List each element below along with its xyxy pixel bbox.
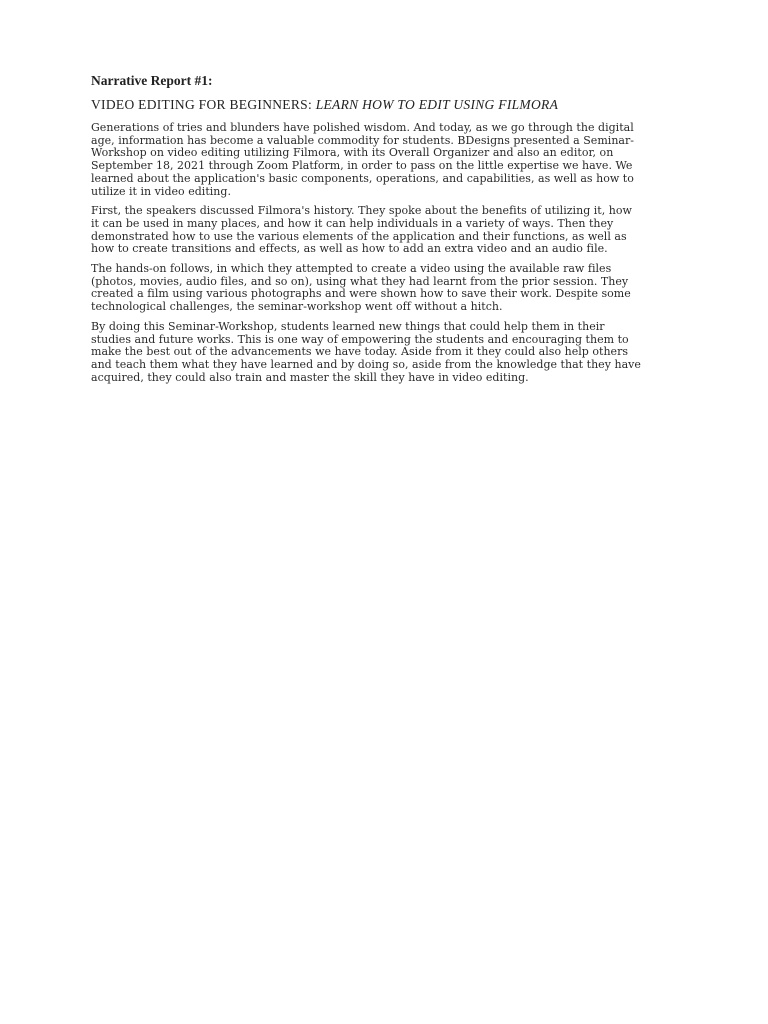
paragraph-line: how to create transitions and effects, as well as how to add an extra video and an audio file.	[91, 242, 608, 256]
paragraph-line: (photos, movies, audio files, and so on), using what they had learnt from the prior session. They	[91, 274, 629, 288]
document-body	[91, 73, 683, 391]
paragraph-line: it can be used in many places, and how it can help individuals in a variety of ways. Then they	[91, 216, 614, 230]
paragraph	[91, 205, 683, 256]
report-title-main: VIDEO EDITING FOR BEGINNERS:	[91, 97, 316, 112]
paragraph-line: September 18, 2021 through Zoom Platform, in order to pass on the little expertise we have. We	[91, 159, 633, 173]
paragraph-line: created a film using various photographs and were shown how to save their work. Despite some	[91, 287, 631, 301]
paragraph-line: By doing this Seminar-Workshop, students learned new things that could help them in their	[91, 319, 605, 333]
paragraph-line: demonstrated how to use the various elements of the application and their functions, as well as	[91, 229, 627, 243]
paragraph-line: make the best out of the advancements we have today. Aside from it they could also help others	[91, 345, 629, 359]
paragraph	[91, 321, 683, 385]
paragraph-line: technological challenges, the seminar-workshop went off without a hitch.	[91, 300, 503, 314]
report-label: Narrative Report #1:	[91, 73, 213, 88]
paragraph-line: learned about the application's basic components, operations, and capabilities, as well as how to	[91, 171, 634, 185]
paragraph-line: studies and future works. This is one way of empowering the students and encouraging them to	[91, 332, 629, 346]
paragraph	[91, 263, 683, 314]
paragraph-line: The hands-on follows, in which they attempted to create a video using the available raw files	[91, 262, 612, 276]
paragraph-line: Workshop on video editing utilizing Filmora, with its Overall Organizer and also an editor, on	[91, 146, 614, 160]
paragraph-line: and teach them what they have learned and by doing so, aside from the knowledge that they have	[91, 357, 641, 371]
paragraph-line: age, information has become a valuable commodity for students. BDesigns presented a Seminar-	[91, 133, 635, 147]
paragraph	[91, 122, 683, 198]
paragraph-line: utilize it in video editing.	[91, 184, 231, 198]
paragraph-line: First, the speakers discussed Filmora's history. They spoke about the benefits of utilizing it, how	[91, 204, 632, 218]
paragraph-list	[91, 122, 683, 384]
report-title	[91, 97, 683, 113]
paragraph-line: acquired, they could also train and master the skill they have in video editing.	[91, 370, 529, 384]
report-title-subtitle: LEARN HOW TO EDIT USING FILMORA	[315, 97, 559, 112]
paragraph-line: Generations of tries and blunders have polished wisdom. And today, as we go through the digital	[91, 121, 634, 134]
